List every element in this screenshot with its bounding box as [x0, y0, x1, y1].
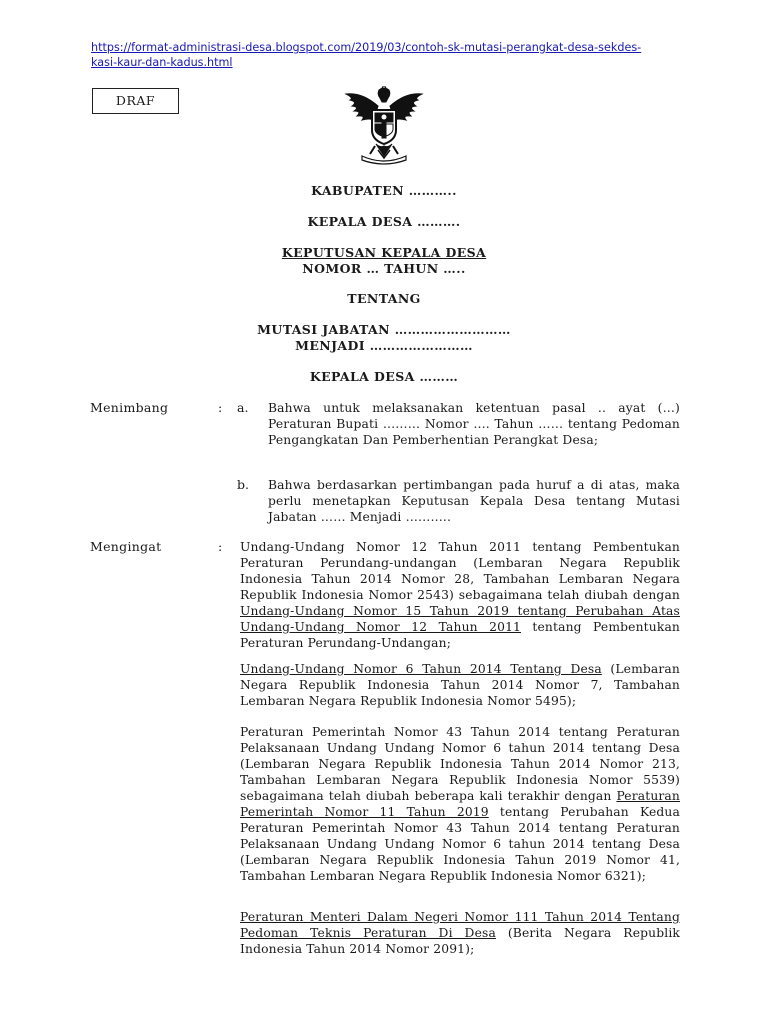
source-url-line1[interactable]: https://format-administrasi-desa.blogspot.com/2019/03/contoh-sk-mutasi-perangkat-desa-sekdes-: [91, 41, 642, 54]
mengingat-item-1: [240, 539, 680, 651]
mengingat-item-4-text-b: (Berita Negara Republik Indonesia Tahun 2014 Nomor 2091);: [240, 926, 680, 956]
mengingat-item-1-text-a: Undang-Undang Nomor 12 Tahun 2011 tentang Pembentukan Peraturan Perundang-undangan (Lembaran Negara Republik Indonesia Tahun 2014 Nomor 28, Tambahan Lembaran Negara Republik Indonesia Nomor 2543) sebagaimana telah diubah dengan: [240, 540, 680, 602]
menimbang-label: Menimbang: [90, 400, 169, 415]
draft-box: DRAF: [92, 88, 179, 114]
source-url[interactable]: [91, 40, 691, 70]
mengingat-label: Mengingat: [90, 539, 162, 554]
mengingat-item-2: [240, 661, 680, 709]
mengingat-item-2-link[interactable]: Undang-Undang Nomor 6 Tahun 2014 Tentang Desa: [240, 662, 602, 676]
header-kabupaten: KABUPATEN ………..: [311, 183, 457, 198]
header-tentang: TENTANG: [347, 291, 421, 306]
mengingat-item-1-link[interactable]: Undang-Undang Nomor 15 Tahun 2019 tentang Perubahan Atas Undang-Undang Nomor 12 Tahun 2011: [240, 604, 680, 634]
mengingat-item-4-link[interactable]: Peraturan Menteri Dalam Negeri Nomor 111 Tahun 2014 Tentang Pedoman Teknis Peraturan Di Desa: [240, 910, 680, 940]
mengingat-item-2-text-b: (Lembaran Negara Republik Indonesia Tahun 2014 Nomor 7, Tambahan Lembaran Negara Republik Indonesia Nomor 5495);: [240, 662, 680, 708]
header-nomor: NOMOR … TAHUN …..: [302, 261, 466, 276]
header-mutasi: MUTASI JABATAN ………………………: [257, 322, 511, 337]
menimbang-item-a: Bahwa untuk melaksanakan ketentuan pasal .. ayat (…) Peraturan Bupati ……… Nomor …. Tahun …… tentang Pedoman Pengangkatan Dan Pemberhentian Perangkat Desa;: [268, 401, 680, 447]
header-keputusan: KEPUTUSAN KEPALA DESA: [281, 245, 487, 260]
mengingat-item-3: [240, 724, 680, 884]
mengingat-item-3-text-a: Peraturan Pemerintah Nomor 43 Tahun 2014 tentang Peraturan Pelaksanaan Undang Undang Nomor 6 tahun 2014 tentang Desa (Lembaran Negara Republik Indonesia Tahun 2014 Nomor 213, Tambahan Lembaran Negara Republik Indonesia Nomor 5539) sebagaimana telah diubah beberapa kali terakhir dengan: [240, 725, 680, 803]
header-kepala-desa-2: KEPALA DESA ………: [309, 369, 459, 384]
source-url-line2[interactable]: kasi-kaur-dan-kadus.html: [91, 56, 233, 69]
mengingat-item-1-text-b: tentang Pembentukan Peraturan Perundang-Undangan;: [240, 620, 680, 650]
mengingat-item-3-link[interactable]: Peraturan Pemerintah Nomor 11 Tahun 2019: [240, 789, 680, 819]
menimbang-colon: :: [218, 400, 223, 415]
mengingat-colon: :: [218, 539, 223, 554]
mengingat-item-4: [240, 909, 680, 957]
header-menjadi: MENJADI ……………………: [295, 338, 473, 353]
menimbang-marker-a: a.: [237, 400, 249, 415]
menimbang-marker-b: b.: [237, 477, 249, 492]
menimbang-item-b: Bahwa berdasarkan pertimbangan pada huruf a di atas, maka perlu menetapkan Keputusan Kepala Desa tentang Mutasi Jabatan …… Menjadi ………..: [268, 478, 680, 524]
header-kepala-desa: KEPALA DESA ……….: [307, 214, 461, 229]
garuda-emblem-icon: [342, 86, 426, 166]
mengingat-item-3-text-b: tentang Perubahan Kedua Peraturan Pemerintah Nomor 43 Tahun 2014 tentang Peraturan Pelaksanaan Undang Undang Nomor 6 tahun 2014 tentang Desa (Lembaran Negara Republik Indonesia Tahun 2019 Nomor 41, Tambahan Lembaran Negara Republik Indonesia Nomor 6321);: [240, 805, 680, 883]
